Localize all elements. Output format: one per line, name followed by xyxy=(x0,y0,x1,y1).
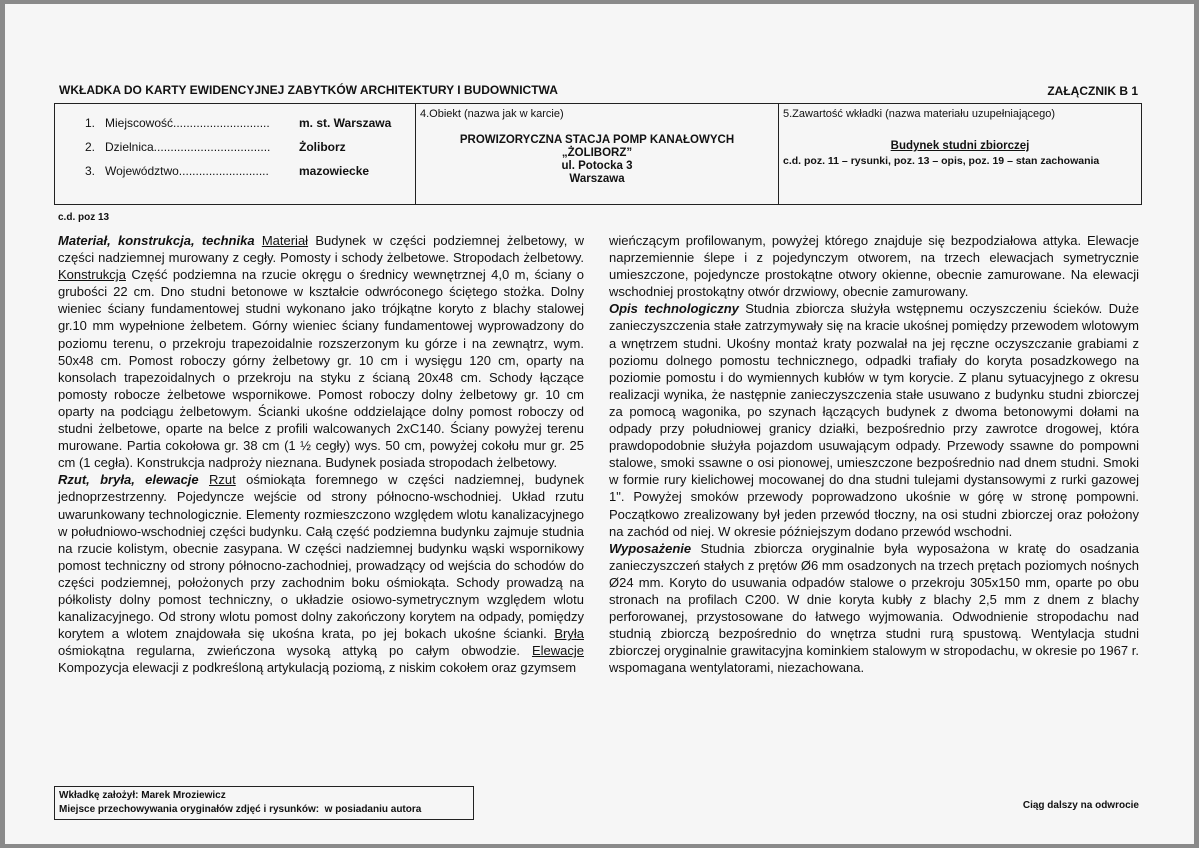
location-row-district xyxy=(55,140,415,164)
body-text: ośmiokąta foremnego w części nadziemnej, budynek jednoprzestrzenny. Pojedyncze wejście od strony północno-wschodniej. Układ rzutu uwarunkowany technologicznie. Elementy rozmieszczono względem wlotu kanalizacyjnego w południowo-wschodniej części budynku. Całą część podziemna budynku zajmuje studnia na rzucie kolistym, obecnie zasypana. W części nadziemnej budynku wąski wspornikowy pomost techniczny od strony północno-zachodniej, prowadzący od wejścia do schodów do części podziemnej, położonych przy zachodnim boku ośmiokąta. Schody prowadzą na półkolisty dolny pomost techniczny, o układzie osiowo-symetrycznym względem wlotu kanalizacyjnego. Od strony wlotu pomost dolny zakończony korytem na odpady, pomiędzy korytem a wlotem znajdowała się ukośna krata, po jej bokach ukośne ścianki. xyxy=(58,472,584,642)
author-name: Marek Mroziewicz xyxy=(141,790,226,801)
attachment-label: ZAŁĄCZNIK B 1 xyxy=(1047,84,1138,98)
body-text: Kompozycja elewacji z podkreśloną artykulacją poziomą, z niskim cokołem oraz gzymsem xyxy=(58,660,577,676)
contents-description: c.d. poz. 11 – rysunki, poz. 13 – opis, poz. 19 – stan zachowania xyxy=(783,155,1100,167)
author-line xyxy=(59,789,469,803)
paragraph xyxy=(609,540,1139,677)
row-label: Województwo........................... xyxy=(105,164,269,178)
location-cell xyxy=(55,104,416,205)
section-heading: Rzut, bryła, elewacje xyxy=(58,472,199,488)
object-line: „ŻOLIBORZ” xyxy=(561,147,633,159)
left-text-column xyxy=(58,232,584,676)
contents-title: Budynek studni zbiorczej xyxy=(890,140,1030,152)
paragraph xyxy=(609,300,1139,539)
storage-value: w posiadaniu autora xyxy=(324,804,422,815)
continued-note: Ciąg dalszy na odwrocie xyxy=(1022,800,1139,811)
location-row-voivodeship xyxy=(55,164,415,188)
object-line: PROWIZORYCZNA STACJA POMP KANAŁOWYCH xyxy=(459,134,735,146)
subheading: Materiał xyxy=(261,233,309,248)
body-text: Budynek w części podziemnej żelbetowy, w części nadziemnej murowany z cegły. Pomosty i schody żelbetowe. Stropodach żelbetowy. xyxy=(58,233,584,266)
right-text-column xyxy=(609,232,1139,676)
document-title: WKŁADKA DO KARTY EWIDENCYJNEJ ZABYTKÓW ARCHITEKTURY I BUDOWNICTWA xyxy=(59,83,558,97)
subheading: Elewacje xyxy=(531,643,584,659)
object-line: ul. Potocka 3 xyxy=(561,160,633,172)
object-cell xyxy=(416,104,779,205)
row-number: 3. xyxy=(85,164,96,178)
row-label: Dzielnica................................... xyxy=(105,140,271,154)
body-text: wieńczącym profilowanym, powyżej którego znajduje się bezpodziałowa attyka. Elewacje naprzemiennie ślepe i z pojedynczym otworem, na trzech elewacjach symetrycznie umieszczone, pojedyncze prostokątne otwory okienne, obecnie zamurowane. Na elewacji wschodniej prostokątny otwór drzwiowy, obecnie zamurowany. xyxy=(609,233,1139,300)
location-row-city xyxy=(55,116,415,140)
row-value: mazowiecke xyxy=(299,164,370,178)
paragraph xyxy=(609,232,1139,300)
storage-line xyxy=(59,803,469,817)
subheading: Bryła xyxy=(554,626,584,642)
row-label: Miejscowość............................. xyxy=(105,116,270,130)
storage-label: Miejsce przechowywania oryginałów zdjęć i rysunków: xyxy=(59,804,320,815)
section-heading: Materiał, konstrukcja, technika xyxy=(58,233,255,248)
subheading: Konstrukcja xyxy=(58,267,126,283)
object-label: 4.Obiekt (nazwa jak w karcie) xyxy=(420,108,564,120)
body-text: Część podziemna na rzucie okręgu o średnicy wewnętrznej 4,0 m, ściany o grubości 22 cm. Dno studni betonowe w kształcie odwróconego ściętego stożka. Dolny wieniec ściany fundamentowej studni wykonano jako trójkątne koryto z blachy stalowej gr.10 mm wypełnione żelbetem. Górny wieniec ściany fundamentowej wyprowadzony do poziomu terenu, o przekroju trapezoidalnie rozszerzonym ku górze i na zewnątrz, wym. 50x48 cm. Pomost roboczy górny żelbetowy gr. 10 cm i wysięgu 120 cm, oparty na konsolach trapezoidalnych o przekroju na styku z ścianą 20x48 cm. Schody łączące pomosty robocze żelbetowe wspornikowe. Pomost roboczy dolny żelbetowy gr. 10 cm oparty na podciągu żelbetowym. Ścianki ukośne oddzielające dolny pomost roboczy od studni żelbetowe, oparte na belce z profili walcowanych 2xC140. Ściany powyżej terenu murowane. Partia cokołowa gr. 38 cm (1 ½ cegły) wys. 50 cm, powyżej cokołu mur gr. 25 cm (1 cegła). Konstrukcja nadproży nieznana. Budynek posiada stropodach żelbetowy. xyxy=(58,267,584,471)
footer-box xyxy=(54,786,474,820)
object-line: Warszawa xyxy=(569,173,625,185)
contents-label: 5.Zawartość wkładki (nazwa materiału uzupełniającego) xyxy=(783,108,1056,120)
author-label: Wkładkę założył: xyxy=(59,790,139,801)
paragraph xyxy=(58,232,584,471)
row-number: 1. xyxy=(85,116,96,130)
row-value: m. st. Warszawa xyxy=(299,116,392,130)
continuation-label: c.d. poz 13 xyxy=(58,212,110,223)
row-value: Żoliborz xyxy=(299,140,346,154)
contents-cell xyxy=(779,104,1142,205)
header-table xyxy=(54,103,1142,205)
section-heading: Wyposażenie xyxy=(609,540,692,556)
body-text: ośmiokątna regularna, zwieńczona wysoką attyką po całym obwodzie. xyxy=(58,643,532,659)
section-heading: Opis technologiczny xyxy=(609,301,739,317)
body-text: Studnia zbiorcza służyła wstępnemu oczyszczeniu ścieków. Duże zanieczyszczenia stałe zatrzymywały się na kracie ukośnej pomiędzy przewodem wlotowym a wnętrzem studni. Ukośny montaż kraty pozwalał na jej ręczne oczyszczanie grabiami z poziomu dolnego pomostu technicznego, odpadki trafiały do koryta posadzkowego na poziomie pomostu i do wymiennych kubłów w tym korycie. Z planu sytuacyjnego z okresu realizacji wynika, że następnie zanieczyszczenia stałe usuwano z budynku studni zbiorczej za pomocą wagonika, po szynach łączących budynek z dwoma betonowymi dołami na odpady przy południowej granicy działki, bezpośrednio przy zawrotce drogowej, która prawdopodobnie służyła pojazdom usuwającym odpady. Przewody ssawne do pompowni stalowe, smoki ssawne o osi pionowej, umieszczone bezpośrednio nad dnem studni. Smoki w formie rury kielichowej mocowanej do dna studni tulejami dystansowymi z rurki gazowej 1". Powyżej smoków przewody poprowadzono ukośnie w górę w stronę pompowni. Początkowo zrealizowany był jeden przewód tłoczny, na osi studni zbiorczej oraz położony na zachód od niej. W okresie późniejszym dodano przewód wschodni. xyxy=(609,301,1139,539)
object-name xyxy=(416,134,778,186)
row-number: 2. xyxy=(85,140,96,154)
subheading: Rzut xyxy=(209,472,236,488)
body-text: Studnia zbiorcza oryginalnie była wyposażona w kratę do osadzania zanieczyszczeń stałych z prętów Ø6 mm osadzonych na trzech prętach poziomych nośnych Ø24 mm. Koryto do usuwania odpadów stalowe o przekroju 305x150 mm, oparte po obu stronach na profilach C200. W dnie koryta kubły z blachy 2,5 mm z dnem z blachy perforowanej, przystosowane do łatwego wyjmowania. Odwodnienie stropodachu nad studnią zbiorczą bezpośrednio do wnętrza studni rurą spustową. Wentylacja studni zbiorczej oryginalnie grawitacyjna kominkiem stalowym w stropodachu, w okresie po 1967 r. wspomagana wentylatorami, niezachowana. xyxy=(609,540,1139,676)
paragraph xyxy=(58,471,584,676)
